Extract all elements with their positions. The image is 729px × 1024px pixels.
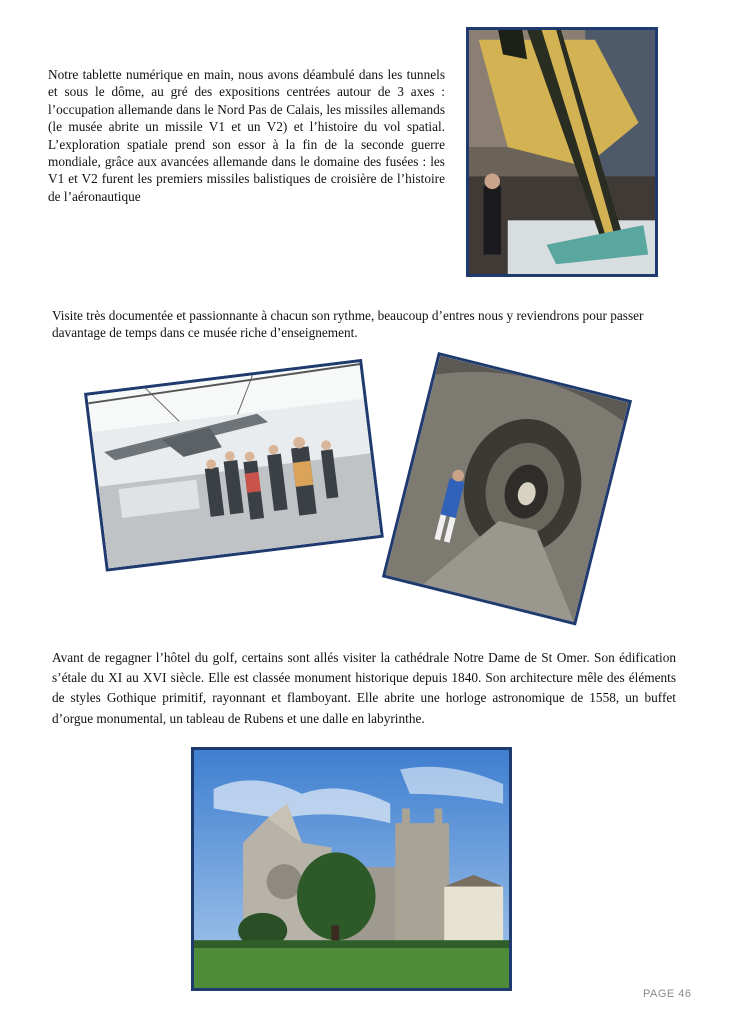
exhibition-hall-photo xyxy=(84,359,384,572)
tunnel-photo xyxy=(382,352,632,625)
cathedral-paragraph: Avant de regagner l’hôtel du golf, certains sont allés visiter la cathédrale Notre Dame de St Omer. Son édification s’étale du XI au XVI siècle. Elle est classée monument historique depuis 1840. Son architecture mêle des éléments de styles Gothique primitif, rayonnant et flamboyant. Elle abrite une horloge astronomique de 1558, un buffet d’orgue monumental, un tableau de Rubens et une dalle en labyrinthe. xyxy=(52,650,676,726)
intro-paragraph: Notre tablette numérique en main, nous avons déambulé dans les tunnels et sous le dôme, au gré des expositions centrées autour de 3 axes : l’occupation allemande dans le Nord Pas de Calais, les missiles allemands (le musée abrite un missile V1 et un V2) et l’histoire du vol spatial. L’exploration spatiale prend son essor à la fin de la seconde guerre mondiale, grâce aux avancées allemande dans le domaine des fusées : les V1 et V2 furent les premiers missiles balistiques de croisière de l’histoire de l’aéronautique xyxy=(48,67,445,204)
visit-paragraph: Visite très documentée et passionnante à chacun son rythme, beaucoup d’entres nous y reviendrons pour passer davantage de temps dans ce musée riche d’enseignement. xyxy=(52,308,644,341)
missile-photo xyxy=(466,27,658,277)
page-number: PAGE 46 xyxy=(643,988,692,1000)
cathedral-photo xyxy=(191,747,512,991)
